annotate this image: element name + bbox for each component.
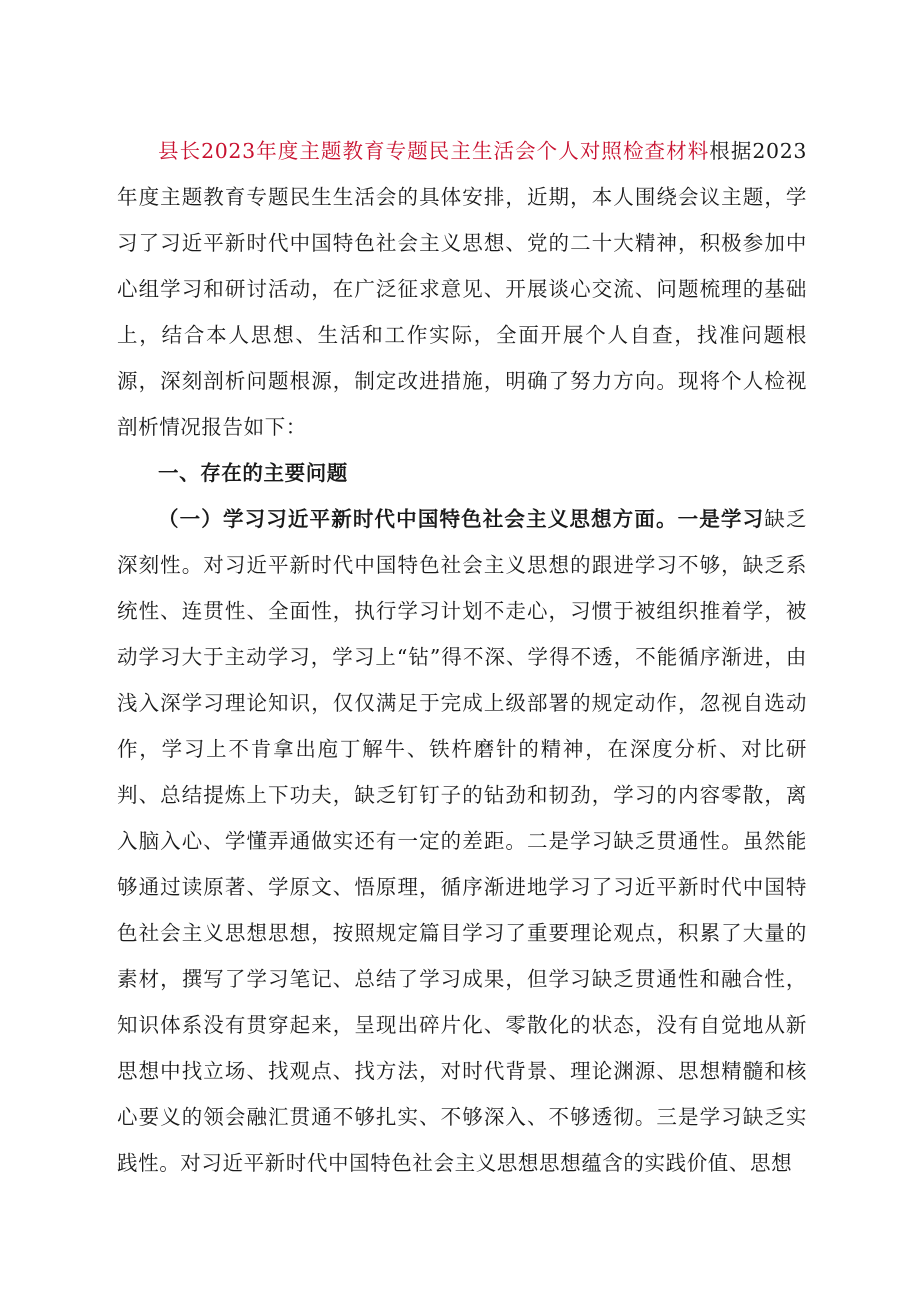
document-title: 县长2023年度主题教育专题民主生活会个人对照检查材料 (158, 139, 710, 163)
subsection-paragraph (117, 496, 807, 1186)
document-body (117, 128, 807, 1186)
intro-text: 根据2023年度主题教育专题民生生活会的具体安排，近期，本人围绕会议主题，学习了习近平新时代中国特色社会主义思想、党的二十大精神，积极参加中心组学习和研讨活动，在广泛征求意见、开展谈心交流、问题梳理的基础上，结合本人思想、生活和工作实际，全面开展个人自查，找准问题根源，深刻剖析问题根源，制定改进措施，明确了努力方向。现将个人检视剖析情况报告如下： (117, 139, 807, 439)
subsection-heading: （一）学习习近平新时代中国特色社会主义思想方面。一是学习 (158, 507, 765, 531)
subsection-body: 缺乏深刻性。对习近平新时代中国特色社会主义思想的跟进学习不够，缺乏系统性、连贯性、全面性，执行学习计划不走心，习惯于被组织推着学，被动学习大于主动学习，学习上“钻”得不深、学得不透，不能循序渐进，由浅入深学习理论知识，仅仅满足于完成上级部署的规定动作，忽视自选动作，学习上不肯拿出庖丁解牛、铁杵磨针的精神，在深度分析、对比研判、总结提炼上下功夫，缺乏钉钉子的钻劲和韧劲，学习的内容零散，离入脑入心、学懂弄通做实还有一定的差距。二是学习缺乏贯通性。虽然能够通过读原著、学原文、悟原理，循序渐进地学习了习近平新时代中国特色社会主义思想思想，按照规定篇目学习了重要理论观点，积累了大量的素材，撰写了学习笔记、总结了学习成果，但学习缺乏贯通性和融合性，知识体系没有贯穿起来，呈现出碎片化、零散化的状态，没有自觉地从新思想中找立场、找观点、找方法，对时代背景、理论渊源、思想精髓和核心要义的领会融汇贯通不够扎实、不够深入、不够透彻。三是学习缺乏实践性。对习近平新时代中国特色社会主义思想思想蕴含的实践价值、思想 (117, 507, 807, 1175)
intro-paragraph (117, 128, 807, 450)
section-heading: 一、存在的主要问题 (158, 461, 348, 485)
